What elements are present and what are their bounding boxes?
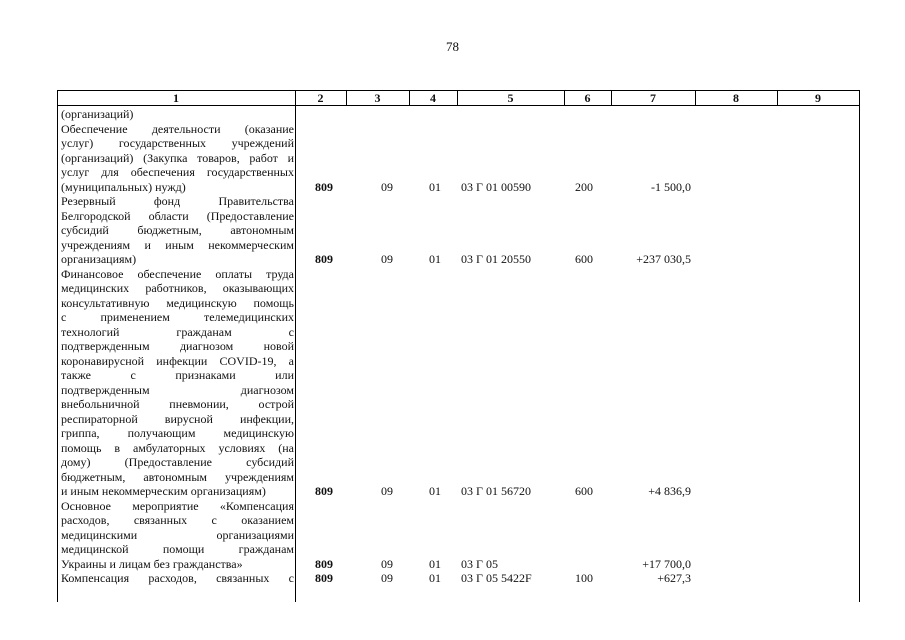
row-description-line: медицинской помощи гражданам [61,542,294,556]
amount-change: -1 500,0 [651,179,691,194]
expense-type-code: 100 [575,571,593,585]
ministry-code: 809 [315,484,333,498]
row-description-line: помощь в амбулаторных условиях (на [61,440,294,455]
section-code: 09 [381,556,393,571]
row-description-line: консультативную медицинскую помощь [61,295,294,310]
column-header: 5 [507,91,514,105]
target-article-code: 03 Г 05 5422F [461,571,532,585]
column-divider [859,90,860,602]
row-description-line: Обеспечение деятельности (оказание [61,121,294,136]
column-header: 1 [173,91,179,105]
row-description-line: организациям) [61,252,137,266]
subsection-code: 01 [429,556,441,571]
column-header: 9 [815,91,821,105]
amount-change: +237 030,5 [636,252,691,266]
section-code: 09 [381,179,393,194]
page-number: 78 [446,39,459,54]
column-header: 7 [650,91,656,105]
row-description-line: внебольничной пневмонии, острой [61,397,294,411]
row-description-line: подтвержденным диагнозом новой [61,339,294,353]
row-description-line: дому) (Предоставление субсидий [61,455,294,469]
row-description-line: (организаций) (Закупка товаров, работ и [61,150,294,165]
expense-type-code: 600 [575,252,593,266]
ministry-code: 809 [315,179,333,194]
column-header: 6 [584,91,591,105]
row-description-line: с применением телемедицинских [61,310,294,324]
ministry-code: 809 [315,571,333,585]
row-description-line: Белгородской области (Предоставление [61,208,294,223]
target-article-code: 03 Г 01 56720 [461,484,531,498]
column-header: 4 [430,91,436,105]
column-divider [57,90,58,602]
row-description-line: субсидий бюджетным, автономным [61,223,294,237]
subsection-code: 01 [429,252,441,266]
row-description-line: бюджетным, автономным учреждениям [61,469,294,484]
row-description-line: технологий гражданам с [61,324,294,339]
ministry-code: 809 [315,556,333,571]
ministry-code: 809 [315,252,333,266]
target-article-code: 03 Г 01 20550 [461,252,531,266]
row-description-line: коронавирусной инфекции COVID-19, а [61,353,294,368]
row-description-line: услуг для обеспечения государственных [61,165,294,179]
row-description-line: Компенсация расходов, связанных с [61,571,294,585]
row-description-line: Основное мероприятие «Компенсация [61,498,294,513]
row-description-line: подтвержденным диагнозом [61,382,294,397]
row-description-line: медицинскими организациями [61,527,294,542]
target-article-code: 03 Г 01 00590 [461,179,531,194]
row-description-line: услуг) государственных учреждений [61,136,294,150]
row-description-line: учреждениям и иным некоммерческим [61,237,294,252]
column-header: 3 [374,91,381,105]
amount-change: +627,3 [657,571,691,585]
subsection-code: 01 [429,484,441,498]
subsection-code: 01 [429,179,441,194]
budget-table [57,90,860,602]
amount-change: +4 836,9 [648,484,691,498]
subsection-code: 01 [429,571,441,585]
expense-type-code: 600 [575,484,593,498]
expense-type-code: 200 [575,179,593,194]
row-description-line: медицинских работников, оказывающих [61,281,294,295]
section-code: 09 [381,252,393,266]
row-description-line: респираторной вирусной инфекции, [61,411,294,426]
amount-change: +17 700,0 [642,556,691,571]
column-divider [295,90,296,602]
row-description-line: (организаций) [61,107,134,121]
row-description-line: Финансовое обеспечение оплаты труда [61,266,294,281]
column-header: 2 [317,91,324,105]
row-description-line: расходов, связанных с оказанием [61,513,294,527]
section-code: 09 [381,571,393,585]
row-description-line: (муниципальных) нужд) [61,179,186,194]
target-article-code: 03 Г 05 [461,556,498,571]
column-header: 8 [733,91,739,105]
row-description-line: Резервный фонд Правительства [61,194,294,208]
row-description-line: также с признаками или [61,368,294,382]
row-description-line: и иным некоммерческим организациям) [61,484,266,498]
row-description-line: гриппа, получающим медицинскую [61,426,294,440]
header-rule [57,105,860,106]
row-description-line: Украины и лицам без гражданства» [61,556,243,571]
section-code: 09 [381,484,393,498]
